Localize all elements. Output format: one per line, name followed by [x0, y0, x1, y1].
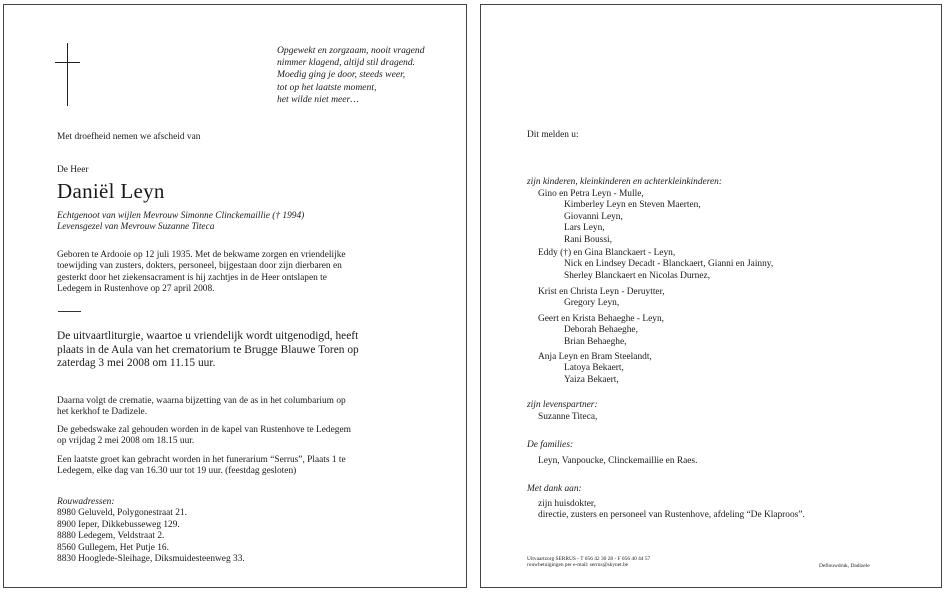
liturgy-line: zaterdag 3 mei 2008 om 11.15 uur. [57, 357, 216, 370]
addresses-title: Rouwadressen: [57, 497, 115, 507]
relatives-names: Leyn, Vanpoucke, Clinckemaillie en Raes. [538, 456, 698, 466]
address-line: 8560 Gullegem, Het Putje 16. [57, 542, 169, 553]
poem-line: Moedig ging je door, steeds weer, [277, 69, 406, 81]
cremation-text [57, 396, 346, 419]
family-member: Giovanni Leyn, [564, 211, 623, 222]
family-group [538, 287, 665, 310]
thanks-list [538, 499, 805, 522]
greeting-line: Een laatste groet kan gebracht worden in het funerarium “Serrus”, Plaats 1 te [57, 455, 346, 465]
poem [277, 45, 425, 106]
wake-line: De gebedswake zal gehouden worden in de kapel van Rustenhove te Ledegem [57, 425, 351, 435]
address-line: 8830 Hooglede-Sleihage, Diksmuidesteenweg 33. [57, 554, 245, 565]
address-line: 8980 Geluveld, Polygonestraat 21. [57, 508, 187, 519]
family-group [538, 248, 773, 282]
thanks-line: zijn huisdokter, [538, 499, 596, 509]
family-group [538, 189, 701, 246]
right-intro: Dit melden u: [527, 130, 579, 140]
family-member: Latoya Bekaert, [564, 363, 624, 374]
thanks-title: Met dank aan: [527, 484, 582, 494]
bio-line: Geboren te Ardooie op 12 juli 1935. Met de bekwame zorgen en vriendelijke [57, 250, 346, 260]
family-member: Lars Leyn, [564, 223, 605, 234]
poem-line: nimmer klagend, altijd stil dragend. [277, 57, 416, 69]
greeting-text [57, 455, 346, 478]
undertaker-footer [527, 556, 650, 569]
poem-line: tot op het laatste moment, [277, 81, 377, 93]
poem-line: Opgewekt en zorgzaam, nooit vragend [277, 45, 425, 56]
liturgy-line: De uitvaartliturgie, waartoe u vriendelijk wordt uitgenodigd, heeft [57, 330, 359, 342]
salutation: De Heer [57, 165, 89, 175]
right-page [480, 4, 942, 588]
family-member: Deborah Behaeghe, [564, 325, 638, 336]
family-member: Nick en Lindsey Decadt - Blanckaert, Gianni en Jainny, [564, 259, 774, 270]
family-member: Kimberley Leyn en Steven Maerten, [564, 200, 701, 211]
spouse-line: Echtgenoot van wijlen Mevrouw Simonne Clinckemaillie († 1994) [57, 211, 305, 221]
children-title: zijn kinderen, kleinkinderen en achterkleinkinderen: [527, 177, 722, 187]
spouse-line: Levensgezel van Mevrouw Suzanne Titeca [57, 222, 215, 233]
bio-line: Ledegem in Rustenhove op 27 april 2008. [57, 284, 215, 295]
family-member: Gregory Leyn, [564, 298, 620, 309]
family-member: Sherley Blanckaert en Nicolas Durnez, [564, 270, 711, 281]
printer-footer: Deflouwdruk, Dadizele [819, 563, 870, 569]
family-head: Eddy (†) en Gina Blanckaert - Leyn, [538, 248, 676, 258]
family-head: Krist en Christa Leyn - Deruytter, [538, 287, 665, 297]
undertaker-line: rouwbetuigingen per e-mail: serrus@skynet.be [527, 562, 629, 569]
divider [58, 311, 81, 312]
family-member: Brian Behaeghe, [564, 336, 627, 347]
intro-text: Met droefheid nemen we afscheid van [57, 132, 201, 142]
greeting-line: Ledegem, elke dag van 16.30 uur tot 19 uur. (feestdag gesloten) [57, 466, 297, 477]
liturgy-line: plaats in de Aula van het crematorium te Brugge Blauwe Toren op [57, 343, 359, 356]
wake-line: op vrijdag 2 mei 2008 om 18.15 uur. [57, 436, 195, 447]
deceased-name: Daniël Leyn [57, 179, 165, 203]
thanks-line: directie, zusters en personeel van Rustenhove, afdeling “De Klaproos”. [538, 510, 805, 521]
family-member: Yaiza Bekaert, [564, 374, 619, 385]
undertaker-line: Uitvaartzorg SERRUS - T 056 42 30 28 - F 056 40 44 57 [527, 556, 651, 562]
liturgy-announcement [57, 330, 409, 371]
spouse-lines [57, 211, 304, 234]
family-group [538, 352, 652, 386]
bio-line: gesterkt door het ziekensacrament is hij zachtjes in de Heer ontslapen te [57, 272, 327, 283]
cremation-line: Daarna volgt de crematie, waarna bijzetting van de as in het columbarium op [57, 396, 346, 406]
family-head: Geert en Krista Behaeghe - Leyn, [538, 314, 664, 324]
addresses [57, 497, 245, 565]
wake-text [57, 425, 351, 448]
relatives-title: De families: [527, 440, 574, 450]
partner-title: zijn levenspartner: [527, 400, 598, 410]
cross-icon-bar [55, 62, 80, 63]
left-page [3, 4, 467, 588]
address-line: 8900 Ieper, Dikkebusseweg 129. [57, 519, 180, 530]
family-group [538, 314, 664, 348]
partner-name: Suzanne Titeca, [538, 412, 598, 422]
bio-line: toewijding van zusters, dokters, personeel, bijgestaan door zijn dierbaren en [57, 261, 342, 272]
poem-line: het wilde niet meer… [277, 93, 359, 105]
cross-icon [67, 43, 68, 106]
biography [57, 250, 346, 296]
address-line: 8880 Ledegem, Veldstraat 2. [57, 531, 165, 542]
family-head: Anja Leyn en Bram Steelandt, [538, 352, 652, 362]
family-head: Gino en Petra Leyn - Mulle, [538, 189, 644, 199]
cremation-line: het kerkhof te Dadizele. [57, 407, 148, 418]
family-member: Rani Boussi, [564, 234, 612, 245]
